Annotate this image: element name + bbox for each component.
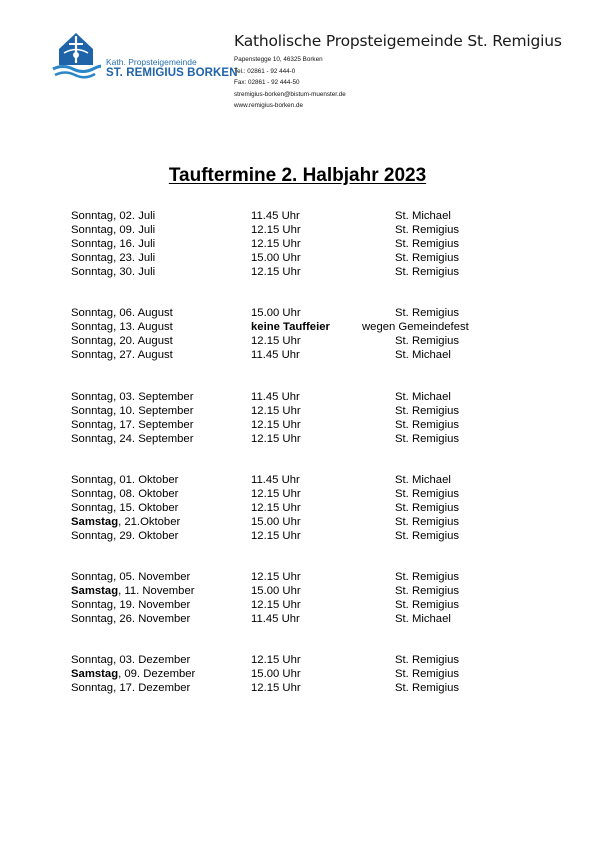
weekday: Sonntag <box>71 307 114 319</box>
time-cell: 15.00 Uhr <box>251 251 301 264</box>
date: , 23. Juli <box>113 251 156 264</box>
weekday: Sonntag <box>71 265 114 278</box>
church-logo-icon <box>51 31 101 79</box>
church-cell: St. Remigius <box>395 681 460 694</box>
time-cell: 11.45 Uhr <box>251 210 300 222</box>
weekday: Sonntag <box>71 210 114 222</box>
schedule-row <box>0 530 595 544</box>
schedule-row <box>0 419 595 433</box>
telephone: Tel.: 02861 - 92 444-0 <box>234 68 296 75</box>
date: , 20. August <box>113 334 173 347</box>
time-cell: 15.00 Uhr <box>251 307 301 319</box>
church-cell: St. Michael <box>395 474 451 486</box>
schedule-row <box>0 474 595 488</box>
date: , 06. August <box>113 307 173 319</box>
weekday: Sonntag <box>71 320 114 333</box>
church-cell: St. Remigius <box>395 487 460 500</box>
church-cell: St. Remigius <box>395 515 460 528</box>
date-cell <box>71 335 173 347</box>
schedule-row <box>0 349 595 363</box>
church-cell: St. Michael <box>395 348 451 361</box>
weekday: Sonntag <box>71 237 114 250</box>
church-cell: St. Michael <box>395 612 451 625</box>
church-cell: St. Remigius <box>395 265 460 278</box>
date: , 15. Oktober <box>113 501 179 514</box>
schedule-row <box>0 668 595 682</box>
date: , 05. November <box>113 571 191 583</box>
schedule-row <box>0 433 595 447</box>
time-cell: 12.15 Uhr <box>251 598 301 611</box>
date-cell <box>71 252 155 264</box>
church-cell: St. Remigius <box>395 251 460 264</box>
website-link[interactable]: www.remigius-borken.de <box>234 102 303 109</box>
date-cell <box>71 433 193 445</box>
date: , 19. November <box>113 598 191 611</box>
date-cell <box>71 585 195 597</box>
time-cell: 12.15 Uhr <box>251 223 301 236</box>
time-cell: 12.15 Uhr <box>251 334 301 347</box>
date: , 29. Oktober <box>113 529 179 542</box>
church-cell: St. Remigius <box>395 418 460 431</box>
time-cell: 11.45 Uhr <box>251 474 300 486</box>
time-cell: 11.45 Uhr <box>251 391 300 403</box>
time-cell: keine Tauffeier <box>251 320 330 333</box>
schedule-row <box>0 405 595 419</box>
date: , 17. Dezember <box>113 681 191 694</box>
schedule-row <box>0 335 595 349</box>
time-cell: 12.15 Uhr <box>251 404 301 417</box>
time-cell: 12.15 Uhr <box>251 681 301 694</box>
time-cell: 11.45 Uhr <box>251 348 300 361</box>
church-cell: St. Remigius <box>395 584 460 597</box>
date: , 02. Juli <box>113 210 156 222</box>
date-cell <box>71 321 173 333</box>
date: , 03. September <box>113 391 194 403</box>
date: , 03. Dezember <box>113 654 191 666</box>
schedule-row <box>0 210 595 224</box>
date-cell <box>71 654 190 666</box>
church-cell: St. Remigius <box>395 598 460 611</box>
schedule-row <box>0 516 595 530</box>
address: Papenstegge 10, 46325 Borken <box>234 56 323 63</box>
weekday: Sonntag <box>71 474 114 486</box>
weekday: Sonntag <box>71 654 114 666</box>
schedule-row <box>0 599 595 613</box>
weekday: Sonntag <box>71 348 114 361</box>
church-cell: St. Remigius <box>395 237 460 250</box>
weekday: Sonntag <box>71 251 114 264</box>
date: , 13. August <box>113 320 173 333</box>
weekday: Samstag <box>71 667 119 680</box>
date-cell <box>71 682 190 694</box>
church-cell: St. Michael <box>395 391 451 403</box>
date-cell <box>71 419 193 431</box>
date: , 09. Juli <box>113 223 156 236</box>
weekday: Samstag <box>71 515 119 528</box>
logo-subtitle: Kath. Propsteigemeinde <box>106 57 197 67</box>
church-cell: St. Michael <box>395 210 451 222</box>
time-cell: 12.15 Uhr <box>251 571 301 583</box>
date-cell <box>71 238 155 250</box>
date: , 27. August <box>113 348 173 361</box>
time-cell: 11.45 Uhr <box>251 612 300 625</box>
fax: Fax: 02861 - 92 444-50 <box>234 79 300 86</box>
date-cell <box>71 224 155 236</box>
time-cell: 12.15 Uhr <box>251 501 301 514</box>
church-cell: St. Remigius <box>395 223 460 236</box>
schedule-row <box>0 502 595 516</box>
date-cell <box>71 474 178 486</box>
church-cell: St. Remigius <box>395 307 460 319</box>
weekday: Sonntag <box>71 223 114 236</box>
email-link[interactable]: stremigius-borken@bistum-muenster.de <box>234 91 346 98</box>
time-cell: 12.15 Uhr <box>251 529 301 542</box>
weekday: Sonntag <box>71 571 114 583</box>
time-cell: 12.15 Uhr <box>251 432 301 445</box>
weekday: Sonntag <box>71 487 114 500</box>
church-cell: St. Remigius <box>395 571 460 583</box>
weekday: Samstag <box>71 584 119 597</box>
weekday: Sonntag <box>71 334 114 347</box>
date-cell <box>71 391 193 403</box>
weekday: Sonntag <box>71 418 114 431</box>
date-cell <box>71 530 178 542</box>
schedule-row <box>0 321 595 335</box>
date-cell <box>71 307 173 319</box>
date-cell <box>71 599 190 611</box>
schedule-row <box>0 391 595 405</box>
schedule-row <box>0 682 595 696</box>
weekday: Sonntag <box>71 612 114 625</box>
church-cell: St. Remigius <box>395 432 460 445</box>
time-cell: 15.00 Uhr <box>251 584 301 597</box>
date: , 17. September <box>113 418 194 431</box>
time-cell: 12.15 Uhr <box>251 237 301 250</box>
church-cell: wegen Gemeindefest <box>362 320 469 333</box>
church-cell: St. Remigius <box>395 334 460 347</box>
date-cell <box>71 266 155 278</box>
date-cell <box>71 488 178 500</box>
parish-name: Katholische Propsteigemeinde St. Remigius <box>234 32 562 50</box>
weekday: Sonntag <box>71 501 114 514</box>
date: , 01. Oktober <box>113 474 179 486</box>
weekday: Sonntag <box>71 404 114 417</box>
schedule-row <box>0 488 595 502</box>
document-title: Tauftermine 2. Halbjahr 2023 <box>168 165 427 186</box>
weekday: Sonntag <box>71 598 114 611</box>
date: , 09. Dezember <box>118 667 196 680</box>
date-cell <box>71 571 190 583</box>
schedule-row <box>0 585 595 599</box>
church-cell: St. Remigius <box>395 667 460 680</box>
date: , 24. September <box>113 432 194 445</box>
schedule-row <box>0 266 595 280</box>
time-cell: 12.15 Uhr <box>251 654 301 666</box>
date-cell <box>71 502 178 514</box>
schedule-row <box>0 252 595 266</box>
date: , 26. November <box>113 612 191 625</box>
schedule-row <box>0 238 595 252</box>
church-cell: St. Remigius <box>395 404 460 417</box>
weekday: Sonntag <box>71 681 114 694</box>
church-cell: St. Remigius <box>395 654 460 666</box>
date: , 16. Juli <box>113 237 156 250</box>
date: , 11. November <box>118 584 195 597</box>
time-cell: 12.15 Uhr <box>251 265 301 278</box>
time-cell: 12.15 Uhr <box>251 418 301 431</box>
date-cell <box>71 516 180 528</box>
date-cell <box>71 613 190 625</box>
time-cell: 12.15 Uhr <box>251 487 301 500</box>
date: , 10. September <box>113 404 194 417</box>
date-cell <box>71 349 173 361</box>
weekday: Sonntag <box>71 432 114 445</box>
date: , 08. Oktober <box>113 487 179 500</box>
schedule-row <box>0 613 595 627</box>
schedule-row <box>0 307 595 321</box>
date-cell <box>71 210 155 222</box>
church-cell: St. Remigius <box>395 501 460 514</box>
date-cell <box>71 405 193 417</box>
schedule-row <box>0 224 595 238</box>
date: , 21.Oktober <box>118 515 181 528</box>
date: , 30. Juli <box>113 265 156 278</box>
date-cell <box>71 668 195 680</box>
schedule-row <box>0 571 595 585</box>
logo-title: ST. REMIGIUS BORKEN <box>106 67 238 79</box>
church-cell: St. Remigius <box>395 529 460 542</box>
schedule-row <box>0 654 595 668</box>
time-cell: 15.00 Uhr <box>251 515 301 528</box>
weekday: Sonntag <box>71 391 114 403</box>
weekday: Sonntag <box>71 529 114 542</box>
time-cell: 15.00 Uhr <box>251 667 301 680</box>
